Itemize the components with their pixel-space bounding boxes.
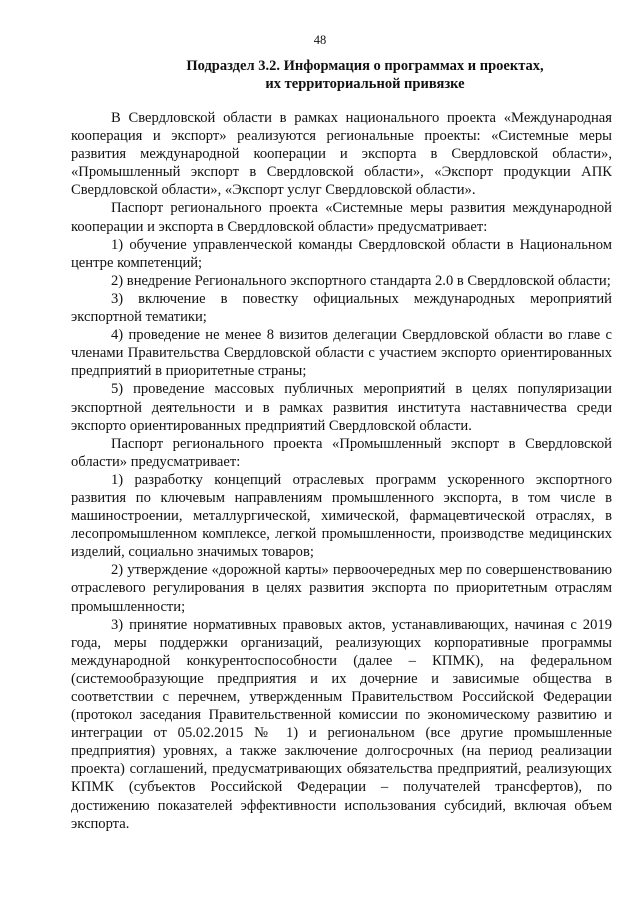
section-heading-line-1: Подраздел 3.2. Информация о программах и проектах, bbox=[186, 58, 544, 74]
list-item-2: 2) утверждение «дорожной карты» первоочередных мер по совершенствованию отраслевого регулирования в целях развития экспорта по приоритетным отраслям промышленности; bbox=[71, 562, 612, 615]
paragraph-intro: В Свердловской области в рамках национального проекта «Международная кооперация и экспорт» реализуются региональные проекты: «Системные меры развития международной кооперации и экспорта в Свердловской области», «Промышленный экспорт в Свердловской области», «Экспорт продукции АПК Свердловской области», «Экспорт услуг Свердловской области». bbox=[71, 110, 612, 199]
list-item-3: 3) включение в повестку официальных международных мероприятий экспортной тематики; bbox=[71, 290, 612, 326]
list-item-1: 1) обучение управленческой команды Свердловской области в Национальном центре компетенций; bbox=[71, 236, 612, 271]
list-item-5: 5) проведение массовых публичных мероприятий в целях популяризации экспортной деятельности и в рамках развития института наставничества среди экспорто ориентированных предприятий Свердловской области. bbox=[71, 381, 612, 434]
paragraph-passport-industrial-export: Паспорт регионального проекта «Промышленный экспорт в Свердловской области» предусматривает: bbox=[71, 435, 612, 470]
list-item-3: 3) принятие нормативных правовых актов, устанавливающих, начиная с 2019 года, меры поддержки организаций, реализующих корпоративные программы международной конкурентоспособности (далее – КПМК), на федеральном (системообразующие предприятия и их дочерние и зависимые общества в соответствии с перечнем, утвержденным Правительством Российской Федерации (протокол заседания Правительственной комиссии по экономическому развитию и интеграции от 05.02.2015 № 1) и региональном (все другие промышленные предприятия) уровнях, а также заключение долгосрочных (на период реализации проекта) соглашений, предусматривающих обязательства предприятий, реализующих КПМК (субъектов Российской Федерации – получателей трансфертов), по достижению показателей эффективности использования субсидий, включая объем экспорта. bbox=[71, 616, 612, 832]
section-heading bbox=[150, 57, 580, 93]
document-body bbox=[71, 109, 612, 833]
list-item-1: 1) разработку концепций отраслевых программ ускоренного экспортного развития по ключевым направлениям промышленного экспорта, в том числе в машиностроении, металлургической, химической, фармацевтической отраслях, в лесопромышленном комплексе, легкой промышленности, производстве медицинских изделий, социально значимых товаров; bbox=[71, 471, 612, 561]
section-heading-line-2: их территориальной привязке bbox=[265, 76, 465, 92]
paragraph-passport-system-measures: Паспорт регионального проекта «Системные меры развития международной кооперации и экспорта в Свердловской области» предусматривает: bbox=[71, 200, 612, 235]
list-item-2: 2) внедрение Регионального экспортного стандарта 2.0 в Свердловской области; bbox=[111, 272, 611, 289]
list-item-4: 4) проведение не менее 8 визитов делегации Свердловской области во главе с членами Правительства Свердловской области с участием экспорто ориентированных предприятий в приоритетные страны; bbox=[71, 327, 612, 380]
page-number: 48 bbox=[313, 33, 327, 47]
